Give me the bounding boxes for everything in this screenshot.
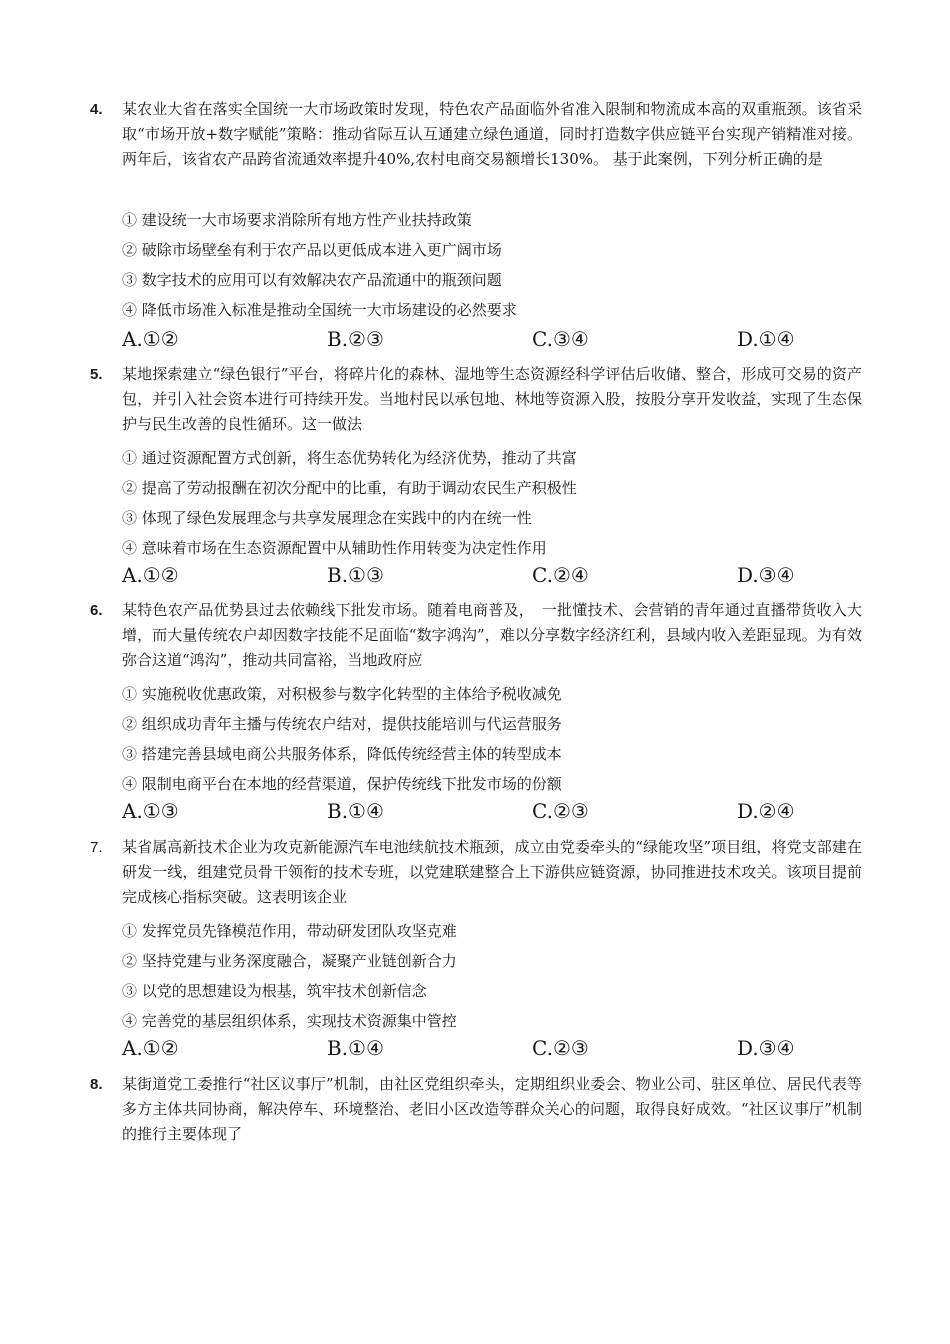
option-3: ③ 搭建完善县域电商公共服务体系，降低传统经营主体的转型成本 [122,745,562,763]
choice-c[interactable]: C.②③ [532,1036,589,1060]
answer-choices [122,324,862,354]
choice-d[interactable]: D.①④ [737,327,795,351]
answer-choices [122,796,862,826]
choice-a[interactable]: A.①③ [122,799,179,823]
option-3: ③ 体现了绿色发展理念与共享发展理念在实践中的内在统一性 [122,509,532,527]
option-1: ① 发挥党员先锋模范作用，带动研发团队攻坚克难 [122,922,457,940]
choice-b[interactable]: B.①③ [327,563,384,587]
choice-b[interactable]: B.②③ [327,327,384,351]
question-stem: 某街道党工委推行“社区议事厅”机制，由社区党组织牵头，定期组织业委会、物业公司、驻区单位、居民代表等多方主体共同协商，解决停车、环境整治、老旧小区改造等群众关心的问题，取得良好成效。“社区议事厅”机制的推行主要体现了 [122,1075,862,1143]
option-2: ② 提高了劳动报酬在初次分配中的比重，有助于调动农民生产积极性 [122,479,577,497]
option-1: ① 建设统一大市场要求消除所有地方性产业扶持政策 [122,211,472,229]
choice-b[interactable]: B.①④ [327,1036,384,1060]
option-4: ④ 意味着市场在生态资源配置中从辅助性作用转变为决定性作用 [122,539,547,557]
question-number: 7. [90,839,103,856]
option-1: ① 通过资源配置方式创新，将生态优势转化为经济优势，推动了共富 [122,449,577,467]
option-4: ④ 降低市场准入标准是推动全国统一大市场建设的必然要求 [122,301,517,319]
option-2: ② 坚持党建与业务深度融合，凝聚产业链创新合力 [122,952,457,970]
option-3: ③ 以党的思想建设为根基，筑牢技术创新信念 [122,982,427,1000]
choice-d[interactable]: D.③④ [737,563,795,587]
choice-d[interactable]: D.②④ [737,799,795,823]
option-list [122,205,862,325]
choice-c[interactable]: C.②④ [532,563,589,587]
question-stem: 某农业大省在落实全国统一大市场政策时发现，特色农产品面临外省准入限制和物流成本高的双重瓶颈。该省采取“市场开放+数字赋能”策略：推动省际互认互通建立绿色通道，同时打造数字供应链平台实现产销精准对接。两年后，该省农产品跨省流通效率提升40%,农村电商交易额增长130%。 基于此案例，下列分析正确的是 [122,100,862,168]
option-list [122,916,862,1036]
option-3: ③ 数字技术的应用可以有效解决农产品流通中的瓶颈问题 [122,271,502,289]
option-2: ② 破除市场壁垒有利于农产品以更低成本进入更广阔市场 [122,241,502,259]
question-number: 8. [90,1076,103,1093]
question-number: 4. [90,101,103,118]
option-4: ④ 完善党的基层组织体系，实现技术资源集中管控 [122,1012,457,1030]
choice-c[interactable]: C.③④ [532,327,589,351]
choice-a[interactable]: A.①② [122,563,179,587]
choice-d[interactable]: D.③④ [737,1036,795,1060]
choice-b[interactable]: B.①④ [327,799,384,823]
option-list [122,679,862,799]
answer-choices [122,1033,862,1063]
question-number: 5. [90,366,103,383]
question-stem: 某省属高新技术企业为攻克新能源汽车电池续航技术瓶颈，成立由党委牵头的“绿能攻坚”项目组，将党支部建在研发一线，组建党员骨干领衔的技术专班，以党建联建整合上下游供应链资源，协同推进技术攻关。该项目提前完成核心指标突破。这表明该企业 [122,838,862,906]
choice-a[interactable]: A.①② [122,1036,179,1060]
answer-choices [122,560,862,590]
choice-c[interactable]: C.②③ [532,799,589,823]
question-number: 6. [90,602,103,619]
choice-a[interactable]: A.①② [122,327,179,351]
option-4: ④ 限制电商平台在本地的经营渠道，保护传统线下批发市场的份额 [122,775,562,793]
option-2: ② 组织成功青年主播与传统农户结对，提供技能培训与代运营服务 [122,715,562,733]
option-list [122,443,862,563]
question-stem: 某特色农产品优势县过去依赖线下批发市场。随着电商普及， 一批懂技术、会营销的青年通过直播带货收入大增，而大量传统农户却因数字技能不足面临“数字鸿沟”，难以分享数字经济红利，县域内收入差距显现。为有效弥合这道“鸿沟”，推动共同富裕，当地政府应 [122,601,862,669]
option-1: ① 实施税收优惠政策，对积极参与数字化转型的主体给予税收减免 [122,685,562,703]
question-stem: 某地探索建立“绿色银行”平台，将碎片化的森林、湿地等生态资源经科学评估后收储、整合，形成可交易的资产包，并引入社会资本进行可持续开发。当地村民以承包地、林地等资源入股，按股分享开发收益，实现了生态保护与民生改善的良性循环。这一做法 [122,365,862,433]
